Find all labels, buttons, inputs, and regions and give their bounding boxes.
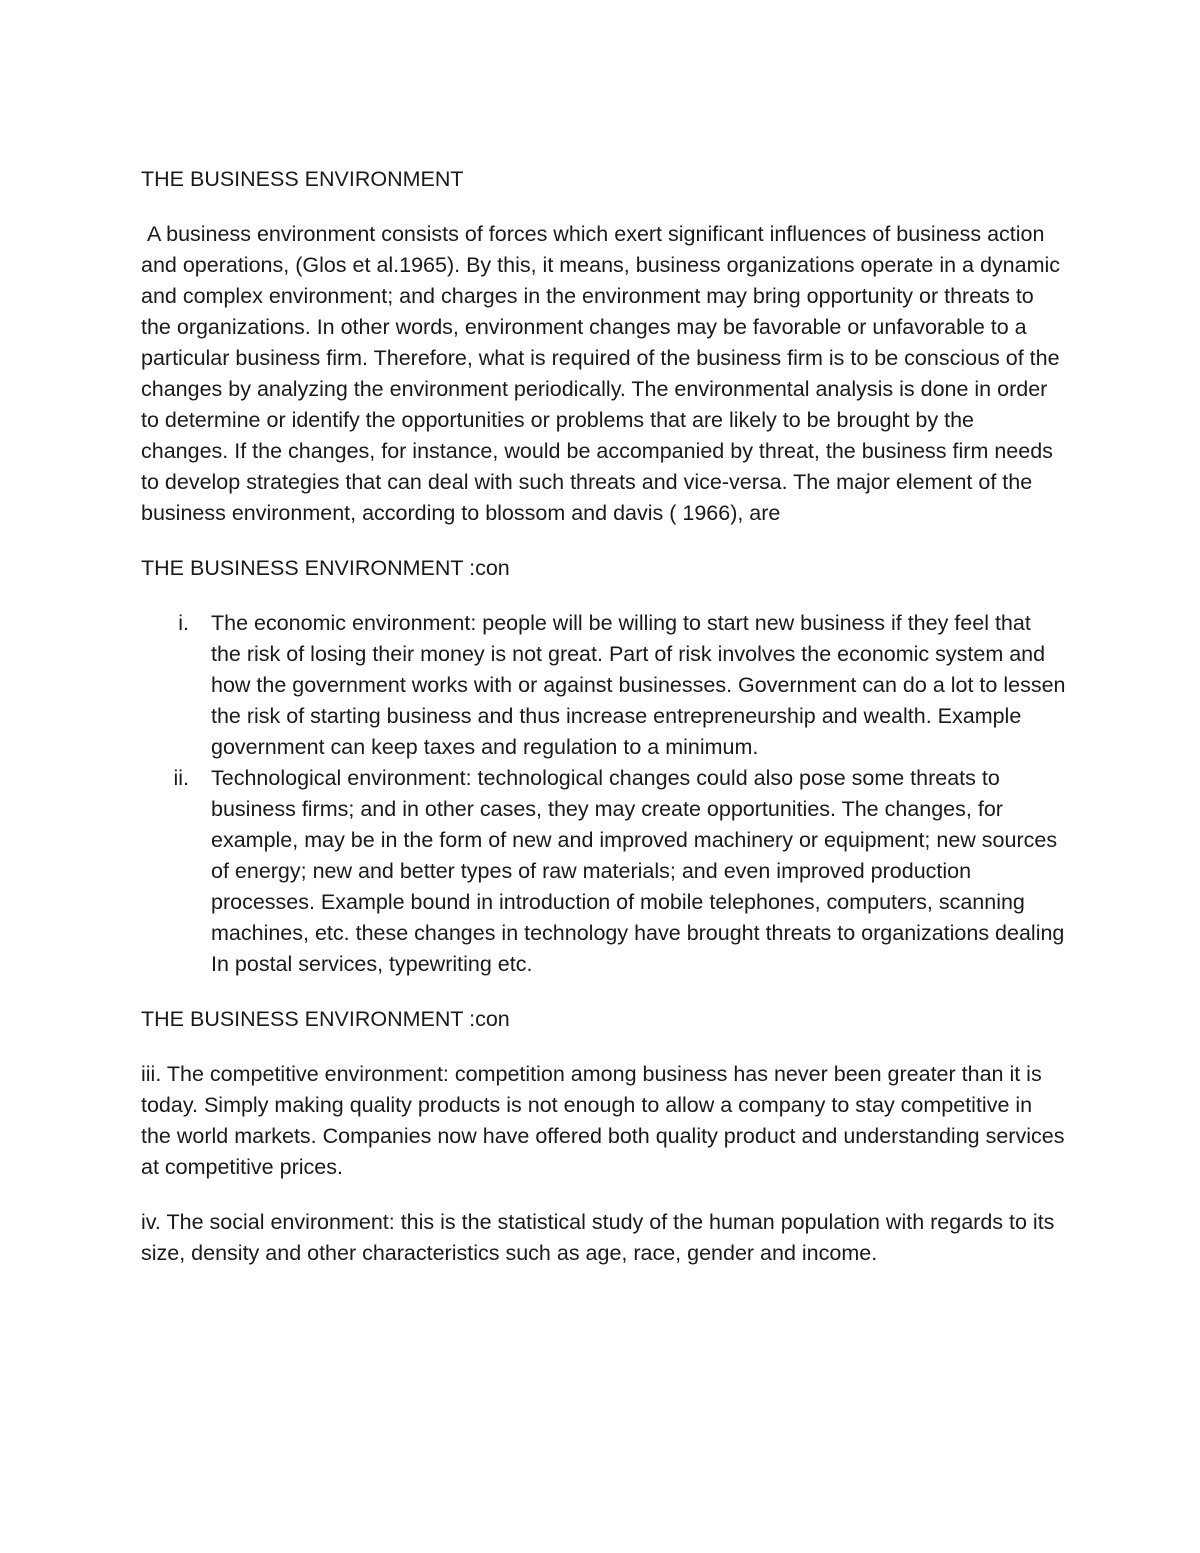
intro-paragraph: A business environment consists of forces which exert significant influences of business action and operations, (Glos et al.1965). By this, it means, business organizations operate in a dynamic and complex environment; and charges in the environment may bring opportunity or threats to the organizations. In other words, environment changes may be favorable or unfavorable to a particular business firm. Therefore, what is required of the business firm is to be conscious of the changes by analyzing the environment periodically. The environmental analysis is done in order to determine or identify the opportunities or problems that are likely to be brought by the changes. If the changes, for instance, would be accompanied by threat, the business firm needs to develop strategies that can deal with such threats and vice-versa. The major element of the business environment, according to blossom and davis ( 1966), are [141, 222, 1067, 525]
list-item-text: The economic environment: people will be willing to start new business if they feel that the risk of losing their money is not great. Part of risk involves the economic system and how the government works with or against businesses. Government can do a lot to lessen the risk of starting business and thus increase entrepreneurship and wealth. Example government can keep taxes and regulation to a minimum. [211, 611, 1066, 759]
section-heading-con-2: THE BUSINESS ENVIRONMENT :con [141, 1007, 510, 1031]
section-heading-con-1: THE BUSINESS ENVIRONMENT :con [141, 556, 510, 580]
list-item [141, 763, 1066, 980]
list-marker: ii. [173, 766, 189, 790]
document-page [141, 164, 1066, 1269]
social-environment-paragraph: iv. The social environment: this is the statistical study of the human population with regards to its size, density and other characteristics such as age, race, gender and income. [141, 1210, 1055, 1265]
list-item-text: Technological environment: technological changes could also pose some threats to business firms; and in other cases, they may create opportunities. The changes, for example, may be in the form of new and improved machinery or equipment; new sources of energy; new and better types of raw materials; and even improved production processes. Example bound in introduction of mobile telephones, computers, scanning machines, etc. these changes in technology have brought threats to organizations dealing In postal services, typewriting etc. [211, 766, 1065, 976]
competitive-environment-paragraph: iii. The competitive environment: competition among business has never been greater than it is today. Simply making quality products is not enough to allow a company to stay competitive in the world markets. Companies now have offered both quality product and understanding services at competitive prices. [141, 1062, 1065, 1179]
document-title: THE BUSINESS ENVIRONMENT [141, 167, 464, 191]
list-marker: i. [178, 611, 189, 635]
environment-list [141, 608, 1066, 980]
list-item [141, 608, 1066, 763]
